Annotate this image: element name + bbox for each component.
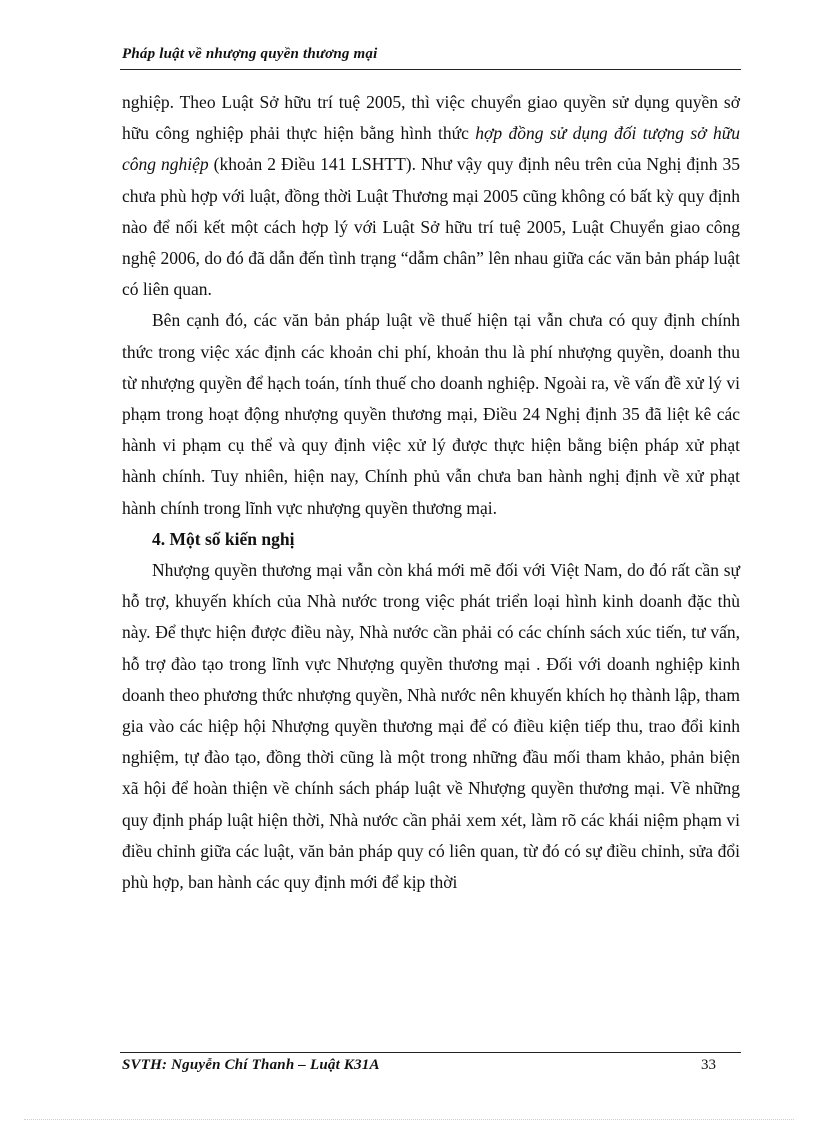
paragraph-1 (122, 87, 740, 305)
footer-divider (120, 1052, 741, 1053)
section-heading: 4. Một số kiến nghị (152, 528, 295, 549)
page-number: 33 (701, 1057, 716, 1073)
page-edge (24, 1119, 794, 1120)
running-header-title: Pháp luật về nhượng quyền thương mại (122, 46, 378, 62)
body-text (122, 87, 740, 898)
header-divider (120, 69, 741, 70)
paragraph-1-text-start: nghiệp. Theo Luật Sở hữu trí tuệ 2005, thì việc chuyển giao quyền sử dụng quyền sở hữu công nghiệp phải thực hiện bằng hình thức (122, 92, 740, 144)
footer-author: SVTH: Nguyễn Chí Thanh – Luật K31A (122, 1057, 380, 1073)
paragraph-1-text-end: (khoản 2 Điều 141 LSHTT). Như vậy quy định nêu trên của Nghị định 35 chưa phù hợp với luật, đồng thời Luật Thương mại 2005 cũng không có bất kỳ quy định nào để nối kết một cách hợp lý với Luật Sở hữu trí tuệ 2005, Luật Chuyển giao công nghệ 2006, do đó đã dẫn đến tình trạng “dẫm chân” lên nhau giữa các văn bản pháp luật có liên quan. (122, 154, 740, 300)
paragraph-2: Bên cạnh đó, các văn bản pháp luật về thuế hiện tại vẫn chưa có quy định chính thức trong việc xác định các khoản chi phí, khoản thu là phí nhượng quyền, doanh thu từ nhượng quyền để hạch toán, tính thuế cho doanh nghiệp. Ngoài ra, về vấn đề xử lý vi phạm trong hoạt động nhượng quyền thương mại, Điều 24 Nghị định 35 đã liệt kê các hành vi phạm cụ thể và quy định việc xử lý được thực hiện bằng biện pháp xử phạt hành chính. Tuy nhiên, hiện nay, Chính phủ vẫn chưa ban hành nghị định về xử phạt hành chính trong lĩnh vực nhượng quyền thương mại. (122, 310, 740, 518)
paragraph-1-italic-term: hợp đồng sử dụng đối tượng sở hữu công nghiệp (122, 123, 740, 175)
paragraph-3: Nhượng quyền thương mại vẫn còn khá mới mẽ đối với Việt Nam, do đó rất cần sự hỗ trợ, khuyến khích của Nhà nước trong việc phát triển loại hình kinh doanh đặc thù này. Để thực hiện được điều này, Nhà nước cần phải có các chính sách xúc tiến, tư vấn, hỗ trợ đào tạo trong lĩnh vực Nhượng quyền thương mại . Đối với doanh nghiệp kinh doanh theo phương thức nhượng quyền, Nhà nước nên khuyến khích họ thành lập, tham gia vào các hiệp hội Nhượng quyền thương mại để có điều kiện tiếp thu, trao đổi kinh nghiệm, tự đào tạo, đồng thời cũng là một trong những đầu mối tham khảo, phản biện xã hội để hoàn thiện về chính sách pháp luật về Nhượng quyền thương mại. Về những quy định pháp luật hiện thời, Nhà nước cần phải xem xét, làm rõ các khái niệm phạm vi điều chỉnh giữa các luật, văn bản pháp quy có liên quan, từ đó có sự điều chỉnh, sửa đổi phù hợp, ban hành các quy định mới để kịp thời (122, 560, 740, 893)
